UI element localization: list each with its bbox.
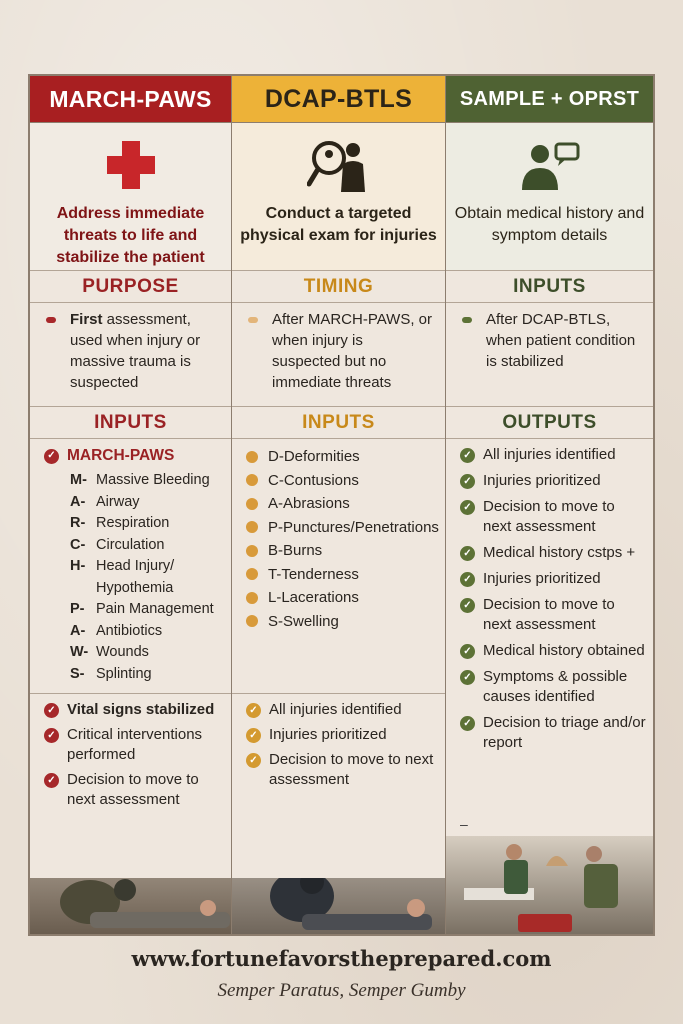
- march-term: Massive Bleeding: [96, 472, 210, 488]
- purpose-text: First assessment, used when injury or massive trauma is suspected: [70, 311, 201, 391]
- column-header: SAMPLE + OPRST: [446, 76, 653, 123]
- dcap-text: D-Deformities: [268, 448, 360, 466]
- check-icon: ✓: [460, 572, 475, 587]
- march-letter: H-: [70, 558, 86, 574]
- march-item: [70, 642, 225, 664]
- output-text: All injuries identified: [483, 446, 616, 463]
- output-item: [460, 641, 647, 661]
- footer-url[interactable]: www.fortunefavorstheprepared.com: [131, 946, 552, 971]
- dot-icon: [246, 521, 258, 533]
- march-list: [70, 470, 225, 685]
- dot-icon: [246, 451, 258, 463]
- output-item: [460, 471, 647, 491]
- march-letter: C-: [70, 536, 86, 553]
- march-letter: M-: [70, 472, 87, 488]
- inputs-title: INPUTS: [30, 407, 231, 439]
- result-text: Injuries prioritized: [269, 726, 387, 743]
- dcap-item: [246, 539, 439, 563]
- march-letter: A-: [70, 493, 86, 510]
- output-item: [460, 713, 647, 753]
- output-text: Decision to move to next assessment: [483, 498, 615, 535]
- inputs-title: INPUTS: [232, 407, 445, 439]
- inputs-body: [446, 303, 653, 407]
- dot-icon: [246, 592, 258, 604]
- intro-text: Conduct a targeted physical exam for injuries: [240, 205, 437, 244]
- check-icon: ✓: [460, 716, 475, 731]
- column-dcap-btls: [232, 76, 446, 934]
- bullet-icon: [462, 317, 472, 323]
- march-item: [70, 492, 225, 514]
- march-item: [70, 513, 225, 535]
- march-term: Circulation: [96, 536, 165, 553]
- purpose-body: [30, 303, 231, 407]
- dcap-item: [246, 516, 439, 540]
- result-item: [44, 700, 223, 720]
- bullet-icon: [248, 317, 258, 323]
- dot-icon: [246, 474, 258, 486]
- check-icon: ✓: [460, 500, 475, 515]
- dcap-item: [246, 445, 439, 469]
- timing-text: After MARCH-PAWS, or when injury is suspected but no immediate threats: [272, 311, 433, 391]
- march-term: Respiration: [96, 515, 170, 531]
- results-list: [30, 694, 231, 808]
- march-term: Airway: [96, 493, 140, 510]
- results-list: [232, 694, 445, 808]
- column-sample-oprst: [446, 76, 653, 934]
- march-letter: R-: [70, 515, 86, 531]
- intro-text: Address immediate threats to life and stabilize the patient: [56, 205, 205, 266]
- timing-body: [232, 303, 445, 407]
- march-item: [70, 621, 225, 643]
- result-item: [246, 700, 437, 720]
- dcap-text: L-Lacerations: [268, 589, 359, 607]
- check-icon: ✓: [460, 644, 475, 659]
- bullet-icon: [46, 317, 56, 323]
- result-text: All injuries identified: [269, 701, 402, 718]
- dcap-text: T-Tenderness: [268, 565, 359, 583]
- dcap-item: [246, 563, 439, 587]
- check-icon: ✓: [246, 703, 261, 718]
- timing-title: TIMING: [232, 271, 445, 303]
- march-term: Antibiotics: [96, 622, 163, 639]
- march-list-title: [44, 445, 225, 467]
- output-item: [460, 569, 647, 589]
- column-intro: [232, 123, 445, 271]
- output-item: [460, 595, 647, 635]
- march-letter: P-: [70, 601, 85, 617]
- dcap-item: [246, 586, 439, 610]
- dcap-text: S-Swelling: [268, 612, 339, 630]
- check-icon: ✓: [44, 703, 59, 718]
- output-item: [460, 497, 647, 537]
- output-text: Medical history obtained: [483, 642, 645, 659]
- check-icon: ✓: [44, 773, 59, 788]
- output-text: Injuries prioritized: [483, 472, 601, 489]
- trailing-mark: –: [460, 816, 468, 832]
- result-item: [44, 725, 223, 765]
- output-text: Medical history cstps +: [483, 544, 636, 561]
- purpose-title: PURPOSE: [30, 271, 231, 303]
- output-text: Symptoms & possible causes identified: [483, 668, 628, 705]
- photo-medics-with-patient: [446, 836, 653, 934]
- check-icon: ✓: [44, 449, 59, 464]
- dcap-text: B-Burns: [268, 542, 323, 560]
- dot-icon: [246, 545, 258, 557]
- column-intro: [446, 123, 653, 271]
- dcap-text: C-Contusions: [268, 471, 359, 489]
- march-item: [70, 664, 225, 686]
- footer-motto: Semper Paratus, Semper Gumby: [217, 980, 466, 1001]
- dot-icon: [246, 498, 258, 510]
- march-term: Splinting: [96, 665, 152, 682]
- march-item: [70, 470, 225, 492]
- result-item: [246, 750, 437, 790]
- check-icon: ✓: [460, 546, 475, 561]
- output-text: Decision to triage and/or report: [483, 714, 646, 751]
- dcap-list: [232, 439, 445, 694]
- dcap-text: P-Punctures/Penetrations: [268, 518, 439, 536]
- march-term: Wounds: [96, 644, 149, 660]
- result-text: Decision to move to next assessment: [67, 771, 199, 808]
- result-text: Critical interventions performed: [67, 726, 203, 763]
- dcap-text: A-Abrasions: [268, 495, 350, 513]
- output-item: [460, 667, 647, 707]
- outputs-list: [446, 439, 653, 753]
- photo-medic-checking-patient: [232, 878, 445, 934]
- check-icon: ✓: [460, 598, 475, 613]
- check-icon: ✓: [460, 448, 475, 463]
- march-term: Head Injury/ Hypothemia: [96, 558, 175, 596]
- dot-icon: [246, 568, 258, 580]
- intro-text: Obtain medical history and symptom details: [454, 205, 645, 244]
- dot-icon: [246, 615, 258, 627]
- column-march-paws: [30, 76, 232, 934]
- person-speech-icon: [518, 137, 582, 193]
- magnifier-exam-icon: [307, 137, 371, 193]
- column-intro: [30, 123, 231, 271]
- column-header: MARCH-PAWS: [30, 76, 231, 123]
- output-item: [460, 445, 647, 465]
- output-item: [460, 543, 647, 563]
- output-text: Decision to move to next assessment: [483, 596, 615, 633]
- check-icon: ✓: [460, 474, 475, 489]
- march-term: Pain Management: [96, 601, 214, 617]
- column-header: DCAP-BTLS: [232, 76, 445, 123]
- inputs-text: After DCAP-BTLS, when patient condition is stabilized: [486, 311, 636, 370]
- dcap-item: [246, 492, 439, 516]
- output-text: Injuries prioritized: [483, 570, 601, 587]
- march-item: [70, 556, 225, 599]
- medical-cross-icon: [105, 137, 157, 193]
- march-letter: W-: [70, 644, 89, 660]
- inputs-title: INPUTS: [446, 271, 653, 303]
- inputs-body: [30, 439, 231, 694]
- march-letter: S-: [70, 665, 85, 682]
- outputs-title: OUTPUTS: [446, 407, 653, 439]
- photo-soldier-treating-patient: [30, 878, 231, 934]
- dcap-item: [246, 610, 439, 634]
- march-item: [70, 535, 225, 557]
- march-item: [70, 599, 225, 621]
- assessment-board: [28, 74, 655, 936]
- result-text: Decision to move to next assessment: [269, 751, 434, 788]
- check-icon: ✓: [246, 753, 261, 768]
- result-text: Vital signs stabilized: [67, 701, 215, 718]
- march-letter: A-: [70, 622, 86, 639]
- result-item: [44, 770, 223, 810]
- result-item: [246, 725, 437, 745]
- dcap-item: [246, 469, 439, 493]
- march-list-title-text: MARCH-PAWS: [67, 447, 175, 464]
- check-icon: ✓: [246, 728, 261, 743]
- check-icon: ✓: [44, 728, 59, 743]
- check-icon: ✓: [460, 670, 475, 685]
